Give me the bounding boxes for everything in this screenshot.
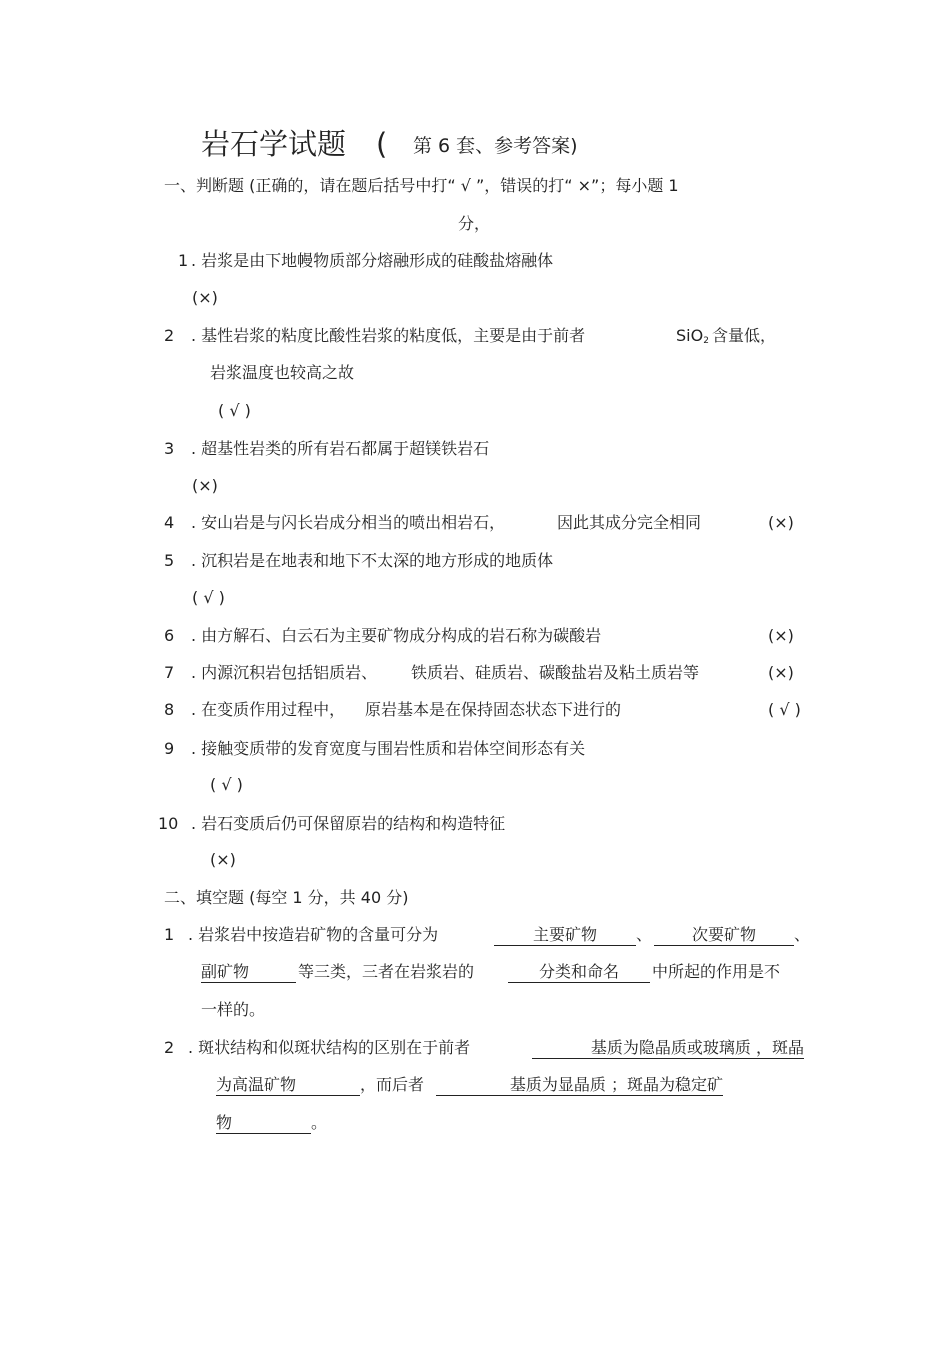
title-paren: ( <box>376 127 388 161</box>
formula-subscript: 2 <box>703 336 709 346</box>
separator: 、 <box>794 925 811 944</box>
item-answer: ( √ ) <box>192 588 225 607</box>
item-number: 1 <box>178 251 189 270</box>
question-number: 2 <box>164 1038 175 1057</box>
question-text: 一样的。 <box>201 1000 266 1019</box>
item-text-cont: 铁质岩、硅质岩、碳酸盐岩及粘土质岩等 <box>411 663 700 682</box>
answer-blank: 基质为隐晶质或玻璃质 ，斑晶 <box>532 1038 804 1059</box>
item-number: 10 <box>158 814 179 833</box>
item-text: . 在变质作用过程中， <box>191 700 346 719</box>
item-text: . 由方解石、白云石为主要矿物成分构成的岩石称为碳酸岩 <box>191 626 602 645</box>
question-end: 。 <box>311 1113 328 1132</box>
item-formula <box>676 326 709 351</box>
item-number: 3 <box>164 439 175 458</box>
item-number: 2 <box>164 326 175 345</box>
item-answer: (×) <box>192 288 218 307</box>
section2-heading: 二、填空题 (每空 1 分，共 40 分) <box>164 888 409 907</box>
item-number: 4 <box>164 513 175 532</box>
answer-blank: 主要矿物 <box>494 925 636 946</box>
question-text: ，而后者 <box>360 1075 425 1094</box>
answer-blank: 物 <box>216 1113 311 1134</box>
item-text: . 接触变质带的发育宽度与围岩性质和岩体空间形态有关 <box>191 739 586 758</box>
item-number: 6 <box>164 626 175 645</box>
item-answer: ( √ ) <box>768 700 801 719</box>
answer-blank: 次要矿物 <box>654 925 794 946</box>
item-answer: (×) <box>192 476 218 495</box>
item-text: . 岩石变质后仍可保留原岩的结构和构造特征 <box>191 814 506 833</box>
item-answer: (×) <box>768 513 794 532</box>
item-text-cont: 因此其成分完全相同 <box>557 513 702 532</box>
item-text: . 沉积岩是在地表和地下不太深的地方形成的地质体 <box>191 551 554 570</box>
item-text: . 基性岩浆的粘度比酸性岩浆的粘度低，主要是由于前者 <box>191 326 586 345</box>
item-answer: (×) <box>768 663 794 682</box>
section1-heading: 一、判断题 (正确的，请在题后括号中打“ √ ”，错误的打“ ×”；每小题 1 <box>164 176 679 195</box>
answer-blank: 副矿物 <box>201 962 296 983</box>
item-text-cont: 含量低， <box>712 326 777 345</box>
title-main: 岩石学试题 <box>201 127 347 161</box>
answer-blank: 基质为显晶质 ；斑晶为稳定矿 <box>436 1075 723 1096</box>
answer-blank: 分类和命名 <box>508 962 650 983</box>
question-number: 1 <box>164 925 175 944</box>
question-text: 等三类，三者在岩浆岩的 <box>298 962 475 981</box>
answer-blank: 为高温矿物 <box>216 1075 360 1096</box>
formula-base: SiO <box>676 326 704 345</box>
item-answer: (×) <box>210 850 236 869</box>
item-answer: (×) <box>768 626 794 645</box>
item-text: . 安山岩是与闪长岩成分相当的喷出相岩石， <box>191 513 506 532</box>
item-number: 8 <box>164 700 175 719</box>
item-text: . 内源沉积岩包括铝质岩、 <box>191 663 378 682</box>
item-text: . 岩浆是由下地幔物质部分熔融形成的硅酸盐熔融体 <box>191 251 554 270</box>
item-number: 7 <box>164 663 175 682</box>
separator: 、 <box>636 925 653 944</box>
item-text: . 超基性岩类的所有岩石都属于超镁铁岩石 <box>191 439 490 458</box>
item-answer: ( √ ) <box>218 401 251 420</box>
item-text-cont: 原岩基本是在保持固态状态下进行的 <box>365 700 622 719</box>
item-number: 9 <box>164 739 175 758</box>
question-text: 中所起的作用是不 <box>652 962 781 981</box>
question-text: . 岩浆岩中按造岩矿物的含量可分为 <box>188 925 439 944</box>
item-answer: ( √ ) <box>210 775 243 794</box>
item-number: 5 <box>164 551 175 570</box>
question-text: . 斑状结构和似斑状结构的区别在于前者 <box>188 1038 471 1057</box>
title-subtitle: 第 6 套、参考答案) <box>413 135 578 157</box>
section1-heading-cont: 分， <box>458 214 491 233</box>
item-text-line2: 岩浆温度也较高之故 <box>210 363 355 382</box>
